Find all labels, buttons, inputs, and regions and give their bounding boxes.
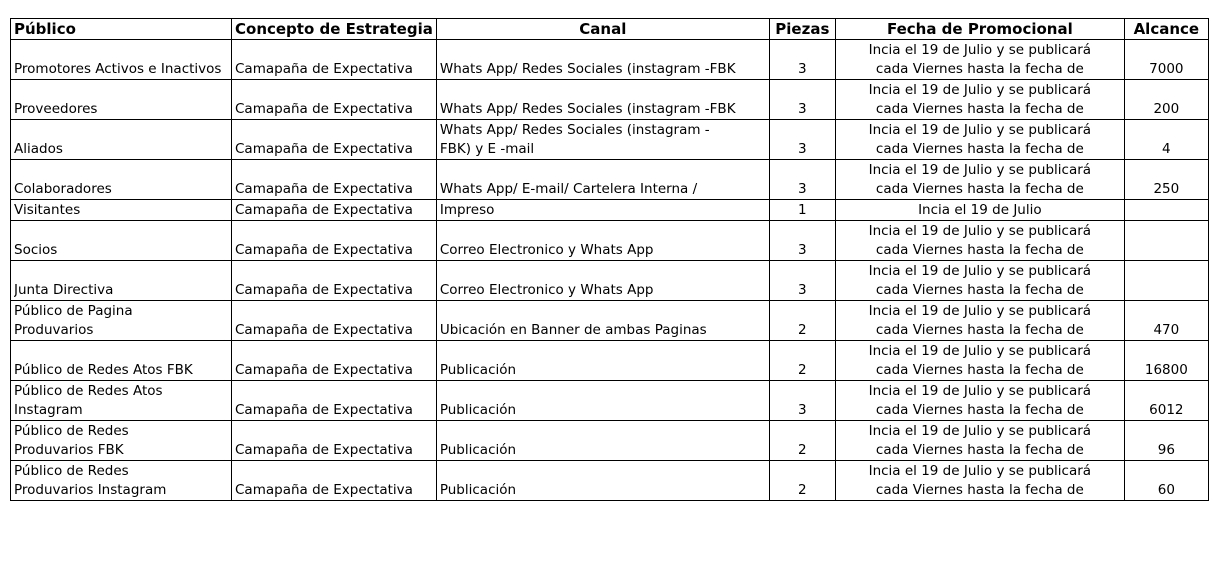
fecha-line: cada Viernes hasta la fecha de [875,181,1084,197]
cell-piezas[interactable]: 3 [769,160,835,200]
fecha-line: Incia el 19 de Julio y se publicará [868,263,1092,279]
spreadsheet-table [10,18,1209,501]
cell-piezas[interactable]: 2 [769,461,835,501]
cell-publico[interactable] [11,200,232,221]
canal-line: Whats App/ Redes Sociales (instagram - [439,122,710,138]
concepto-text: Camapaña de Expectativa [235,442,413,458]
cell-canal[interactable] [436,421,769,461]
canal-line: FBK) y E -mail [439,141,535,157]
cell-fecha[interactable] [835,221,1124,261]
publico-line: Produvarios FBK [14,442,124,458]
cell-concepto[interactable] [232,120,437,160]
cell-alcance[interactable] [1124,221,1208,261]
fecha-line: cada Viernes hasta la fecha de [875,101,1084,117]
table-row [11,120,1209,160]
cell-fecha[interactable] [835,160,1124,200]
cell-concepto[interactable] [232,421,437,461]
fecha-line: Incia el 19 de Julio y se publicará [868,463,1092,479]
publico-line: Público de Redes [14,423,129,439]
fecha-line: Incia el 19 de Julio y se publicará [868,423,1092,439]
cell-concepto[interactable] [232,381,437,421]
cell-alcance[interactable]: 4 [1124,120,1208,160]
cell-alcance[interactable] [1124,200,1208,221]
cell-alcance[interactable]: 16800 [1124,341,1208,381]
fecha-line: cada Viernes hasta la fecha de [875,322,1084,338]
cell-fecha[interactable] [835,40,1124,80]
cell-concepto[interactable] [232,80,437,120]
cell-fecha[interactable] [835,80,1124,120]
fecha-line: Incia el 19 de Julio y se publicará [868,223,1092,239]
fecha-line: cada Viernes hasta la fecha de [875,402,1084,418]
cell-publico[interactable] [11,120,232,160]
concepto-text: Camapaña de Expectativa [235,101,413,117]
cell-canal[interactable] [436,80,769,120]
table-row [11,160,1209,200]
table-row [11,261,1209,301]
concepto-text: Camapaña de Expectativa [235,141,413,157]
cell-alcance[interactable]: 60 [1124,461,1208,501]
header-canal[interactable]: Canal [436,19,769,40]
publico-line: Público de Redes Atos FBK [14,362,193,378]
fecha-line: cada Viernes hasta la fecha de [875,442,1084,458]
publico-line: Público de Pagina [14,303,133,319]
header-piezas[interactable]: Piezas [769,19,835,40]
publico-line: Promotores Activos e Inactivos [14,61,222,77]
fecha-line: Incia el 19 de Julio y se publicará [868,383,1092,399]
fecha-line: cada Viernes hasta la fecha de [875,282,1084,298]
fecha-line: Incia el 19 de Julio y se publicará [868,82,1092,98]
publico-line: Proveedores [14,101,98,117]
cell-publico[interactable] [11,421,232,461]
cell-piezas[interactable]: 2 [769,341,835,381]
concepto-text: Camapaña de Expectativa [235,181,413,197]
canal-line: Whats App/ E-mail/ Cartelera Interna / [439,181,698,197]
publico-line: Visitantes [14,202,81,218]
cell-publico[interactable] [11,221,232,261]
cell-canal[interactable] [436,221,769,261]
cell-publico[interactable] [11,461,232,501]
cell-alcance[interactable]: 250 [1124,160,1208,200]
cell-fecha[interactable] [835,301,1124,341]
cell-concepto[interactable] [232,160,437,200]
publico-line: Colaboradores [14,181,112,197]
cell-canal[interactable] [436,200,769,221]
cell-alcance[interactable]: 96 [1124,421,1208,461]
concepto-text: Camapaña de Expectativa [235,61,413,77]
cell-canal[interactable] [436,160,769,200]
cell-fecha[interactable] [835,341,1124,381]
cell-canal[interactable] [436,40,769,80]
cell-canal[interactable] [436,461,769,501]
header-publico[interactable]: Público [11,19,232,40]
table-row [11,221,1209,261]
fecha-line: Incia el 19 de Julio y se publicará [868,42,1092,58]
canal-line: Publicación [439,442,517,458]
cell-fecha[interactable] [835,261,1124,301]
concepto-text: Camapaña de Expectativa [235,242,413,258]
publico-line: Público de Redes [14,463,129,479]
canal-line: Correo Electronico y Whats App [439,282,654,298]
cell-publico[interactable] [11,341,232,381]
cell-fecha[interactable] [835,200,1124,221]
cell-piezas[interactable]: 2 [769,421,835,461]
canal-line: Publicación [439,482,517,498]
header-row [11,19,1209,40]
cell-alcance[interactable]: 200 [1124,80,1208,120]
canal-line: Whats App/ Redes Sociales (instagram -FBK [439,101,736,117]
cell-canal[interactable] [436,381,769,421]
table-row [11,200,1209,221]
cell-fecha[interactable] [835,381,1124,421]
cell-piezas[interactable]: 3 [769,261,835,301]
cell-publico[interactable] [11,160,232,200]
canal-line: Ubicación en Banner de ambas Paginas [439,322,707,338]
concepto-text: Camapaña de Expectativa [235,362,413,378]
publico-line: Público de Redes Atos [14,383,163,399]
cell-canal[interactable] [436,261,769,301]
fecha-line: cada Viernes hasta la fecha de [875,362,1084,378]
cell-alcance[interactable]: 7000 [1124,40,1208,80]
cell-concepto[interactable] [232,461,437,501]
fecha-line: Incia el 19 de Julio y se publicará [868,303,1092,319]
cell-publico[interactable] [11,301,232,341]
publico-line: Instagram [14,402,83,418]
cell-fecha[interactable] [835,120,1124,160]
cell-publico[interactable] [11,80,232,120]
cell-publico[interactable] [11,261,232,301]
concepto-text: Camapaña de Expectativa [235,402,413,418]
cell-piezas[interactable]: 2 [769,301,835,341]
cell-concepto[interactable] [232,341,437,381]
table-row [11,341,1209,381]
fecha-line: Incia el 19 de Julio [918,202,1042,218]
cell-piezas[interactable]: 3 [769,221,835,261]
cell-concepto[interactable] [232,261,437,301]
canal-line: Publicación [439,402,517,418]
cell-fecha[interactable] [835,461,1124,501]
publico-line: Aliados [14,141,63,157]
fecha-line: cada Viernes hasta la fecha de [875,242,1084,258]
fecha-line: Incia el 19 de Julio y se publicará [868,343,1092,359]
cell-canal[interactable] [436,120,769,160]
concepto-text: Camapaña de Expectativa [235,482,413,498]
cell-piezas[interactable]: 3 [769,381,835,421]
concepto-text: Camapaña de Expectativa [235,282,413,298]
fecha-line: Incia el 19 de Julio y se publicará [868,122,1092,138]
table-row [11,381,1209,421]
publico-line: Socios [14,242,58,258]
table-row [11,421,1209,461]
publico-line: Junta Directiva [14,282,114,298]
publico-line: Produvarios [14,322,94,338]
cell-alcance[interactable] [1124,261,1208,301]
canal-line: Whats App/ Redes Sociales (instagram -FBK [439,61,736,77]
cell-alcance[interactable]: 470 [1124,301,1208,341]
header-alcance[interactable]: Alcance [1124,19,1208,40]
fecha-line: cada Viernes hasta la fecha de [875,141,1084,157]
cell-concepto[interactable] [232,301,437,341]
fecha-line: Incia el 19 de Julio y se publicará [868,162,1092,178]
canal-line: Impreso [439,202,495,218]
fecha-line: cada Viernes hasta la fecha de [875,482,1084,498]
concepto-text: Camapaña de Expectativa [235,322,413,338]
cell-alcance[interactable]: 6012 [1124,381,1208,421]
cell-concepto[interactable] [232,40,437,80]
header-fecha[interactable]: Fecha de Promocional [835,19,1124,40]
table-row [11,301,1209,341]
header-concepto[interactable]: Concepto de Estrategia [232,19,437,40]
table-row [11,40,1209,80]
cell-concepto[interactable] [232,221,437,261]
canal-line: Publicación [439,362,517,378]
cell-canal[interactable] [436,301,769,341]
table-row [11,80,1209,120]
cell-piezas[interactable]: 3 [769,40,835,80]
canal-line: Correo Electronico y Whats App [439,242,654,258]
cell-concepto[interactable] [232,200,437,221]
cell-piezas[interactable]: 3 [769,120,835,160]
cell-piezas[interactable]: 1 [769,200,835,221]
cell-fecha[interactable] [835,421,1124,461]
cell-canal[interactable] [436,341,769,381]
fecha-line: cada Viernes hasta la fecha de [875,61,1084,77]
publico-line: Produvarios Instagram [14,482,167,498]
cell-publico[interactable] [11,40,232,80]
table-row [11,461,1209,501]
cell-publico[interactable] [11,381,232,421]
concepto-text: Camapaña de Expectativa [235,202,413,218]
cell-piezas[interactable]: 3 [769,80,835,120]
